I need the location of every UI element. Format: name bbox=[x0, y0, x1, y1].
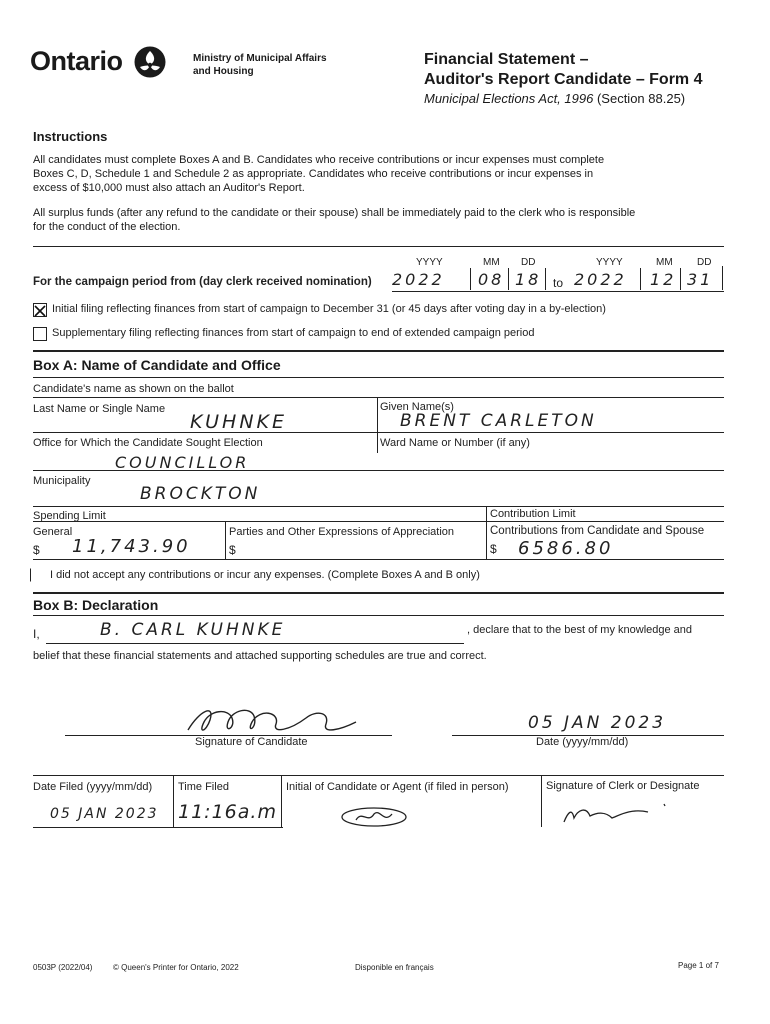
ward-label: Ward Name or Number (if any) bbox=[380, 437, 530, 449]
field-separator bbox=[470, 268, 471, 290]
column-separator bbox=[541, 775, 542, 827]
ministry-name bbox=[193, 52, 327, 78]
signature-label: Signature of Candidate bbox=[195, 736, 308, 748]
divider bbox=[33, 827, 283, 828]
spending-limit-label: Spending Limit bbox=[33, 510, 106, 522]
declaration-text-line-2: belief that these financial statements and attached supporting schedules are true and correct. bbox=[33, 650, 487, 662]
check-x-icon bbox=[34, 305, 46, 317]
form-title-line-1: Financial Statement – bbox=[424, 51, 589, 68]
divider bbox=[33, 350, 724, 352]
field-separator bbox=[508, 268, 509, 290]
initial-filing-checkbox[interactable] bbox=[33, 303, 47, 317]
parties-label: Parties and Other Expressions of Appreciation bbox=[229, 526, 455, 538]
divider bbox=[33, 397, 724, 398]
contribution-limit-field[interactable]: 6586.80 bbox=[518, 538, 614, 559]
column-separator bbox=[486, 506, 487, 559]
instructions-line: for the conduct of the election. bbox=[33, 221, 181, 233]
agent-initial-label: Initial of Candidate or Agent (if filed in person) bbox=[286, 781, 509, 793]
general-currency: $ bbox=[33, 543, 40, 557]
divider bbox=[33, 615, 724, 616]
initial-filing-label: Initial filing reflecting finances from start of campaign to December 31 (or 45 days after voting day in a by-election) bbox=[52, 303, 606, 315]
to-month-header: MM bbox=[656, 257, 673, 268]
office-field[interactable]: COUNCILLOR bbox=[115, 453, 250, 472]
parties-currency: $ bbox=[229, 543, 236, 557]
contribution-limit-label: Contribution Limit bbox=[490, 508, 576, 520]
period-underline bbox=[392, 291, 724, 292]
ministry-line-2: and Housing bbox=[193, 66, 254, 77]
divider bbox=[33, 432, 724, 433]
from-year-field[interactable]: 2022 bbox=[392, 270, 445, 289]
period-label: For the campaign period from (day clerk received nomination) bbox=[33, 276, 372, 288]
divider bbox=[33, 592, 724, 594]
general-limit-field[interactable]: 11,743.90 bbox=[72, 536, 191, 557]
general-label: General bbox=[33, 526, 73, 538]
french-availability: Disponible en français bbox=[355, 963, 434, 972]
divider bbox=[33, 377, 724, 378]
no-contributions-label: I did not accept any contributions or incur any expenses. (Complete Boxes A and B only) bbox=[50, 569, 480, 581]
instructions-line: excess of $10,000 must also attach an Auditor's Report. bbox=[33, 182, 305, 194]
time-filed-field[interactable]: 11:16a.m bbox=[178, 801, 277, 823]
from-year-header: YYYY bbox=[416, 257, 443, 268]
clerk-scribble-icon bbox=[560, 798, 680, 828]
from-day-field[interactable]: 18 bbox=[515, 270, 542, 289]
ministry-line-1: Ministry of Municipal Affairs bbox=[193, 53, 327, 64]
from-month-field[interactable]: 08 bbox=[478, 270, 505, 289]
declarant-name-field[interactable]: B. CARL KUHNKE bbox=[100, 620, 286, 640]
instructions-paragraph-2 bbox=[33, 206, 635, 234]
copyright: © Queen's Printer for Ontario, 2022 bbox=[113, 963, 239, 972]
to-day-header: DD bbox=[697, 257, 712, 268]
date-filed-field[interactable]: 05 JAN 2023 bbox=[50, 806, 159, 822]
divider bbox=[33, 506, 724, 507]
agent-initial-signature[interactable] bbox=[336, 802, 426, 830]
no-contributions-checkbox[interactable] bbox=[30, 568, 41, 582]
divider bbox=[33, 521, 724, 522]
ballot-note: Candidate's name as shown on the ballot bbox=[33, 383, 234, 395]
box-b-heading: Box B: Declaration bbox=[33, 597, 159, 613]
to-year-header: YYYY bbox=[596, 257, 623, 268]
column-separator bbox=[377, 397, 378, 453]
field-separator bbox=[722, 266, 723, 290]
column-separator bbox=[173, 775, 174, 827]
signature-scribble-icon bbox=[180, 700, 380, 740]
field-separator bbox=[545, 268, 546, 290]
to-year-field[interactable]: 2022 bbox=[574, 270, 627, 289]
from-day-header: DD bbox=[521, 257, 536, 268]
ontario-logo-text: Ontario bbox=[30, 46, 123, 76]
supplementary-filing-checkbox[interactable] bbox=[33, 327, 47, 341]
divider bbox=[33, 246, 724, 247]
time-filed-label: Time Filed bbox=[178, 781, 229, 793]
contribution-sub-label: Contributions from Candidate and Spouse bbox=[490, 525, 705, 537]
instructions-line: Boxes C, D, Schedule 1 and Schedule 2 as appropriate. Candidates who receive contributions or incur expenses in bbox=[33, 168, 594, 180]
form-title-line-2: Auditor's Report Candidate – Form 4 bbox=[424, 71, 703, 88]
act-reference bbox=[424, 91, 685, 106]
clerk-signature[interactable] bbox=[560, 798, 680, 828]
to-day-field[interactable]: 31 bbox=[687, 270, 714, 289]
name-underline bbox=[46, 643, 464, 644]
divider bbox=[33, 775, 724, 776]
initial-scribble-icon bbox=[336, 802, 426, 830]
from-month-header: MM bbox=[483, 257, 500, 268]
municipality-label: Municipality bbox=[33, 475, 91, 487]
office-label: Office for Which the Candidate Sought Election bbox=[33, 437, 263, 449]
contribution-currency: $ bbox=[490, 542, 497, 556]
last-name-field[interactable]: KUHNKE bbox=[190, 411, 287, 433]
column-separator bbox=[281, 775, 282, 827]
form-title bbox=[424, 50, 703, 90]
date-filed-label: Date Filed (yyyy/mm/dd) bbox=[33, 781, 153, 793]
declaration-date-field[interactable]: 05 JAN 2023 bbox=[528, 713, 667, 733]
form-code: 0503P (2022/04) bbox=[33, 963, 93, 972]
given-name-label: Given Name(s) bbox=[380, 401, 454, 413]
to-month-field[interactable]: 12 bbox=[650, 270, 677, 289]
supplementary-filing-label: Supplementary filing reflecting finances from start of campaign to end of extended campaign period bbox=[52, 327, 535, 339]
page-number: Page 1 of 7 bbox=[678, 961, 719, 970]
declaration-i-label: I, bbox=[33, 627, 40, 641]
field-separator bbox=[640, 268, 641, 290]
date-label: Date (yyyy/mm/dd) bbox=[536, 736, 629, 748]
act-name: Municipal Elections Act, 1996 bbox=[424, 91, 594, 106]
trillium-icon bbox=[134, 45, 166, 79]
last-name-label: Last Name or Single Name bbox=[33, 403, 166, 415]
to-label: to bbox=[553, 276, 564, 290]
field-separator bbox=[680, 268, 681, 290]
instructions-line: All candidates must complete Boxes A and B. Candidates who receive contributions or incur expenses must complete bbox=[33, 154, 605, 166]
divider bbox=[33, 470, 724, 471]
declaration-text-line-1: , declare that to the best of my knowledge and bbox=[467, 624, 693, 636]
column-separator bbox=[225, 521, 226, 559]
box-a-heading: Box A: Name of Candidate and Office bbox=[33, 357, 281, 373]
act-section: (Section 88.25) bbox=[596, 91, 686, 106]
instructions-paragraph-1 bbox=[33, 153, 604, 195]
given-name-field[interactable]: BRENT CARLETON bbox=[400, 411, 597, 431]
clerk-signature-label: Signature of Clerk or Designate bbox=[546, 780, 700, 792]
municipality-field[interactable]: BROCKTON bbox=[140, 484, 261, 504]
instructions-heading: Instructions bbox=[33, 129, 108, 144]
instructions-line: All surplus funds (after any refund to the candidate or their spouse) shall be immediately paid to the clerk who is responsible bbox=[33, 207, 636, 219]
candidate-signature[interactable] bbox=[180, 700, 380, 740]
divider bbox=[33, 559, 724, 560]
